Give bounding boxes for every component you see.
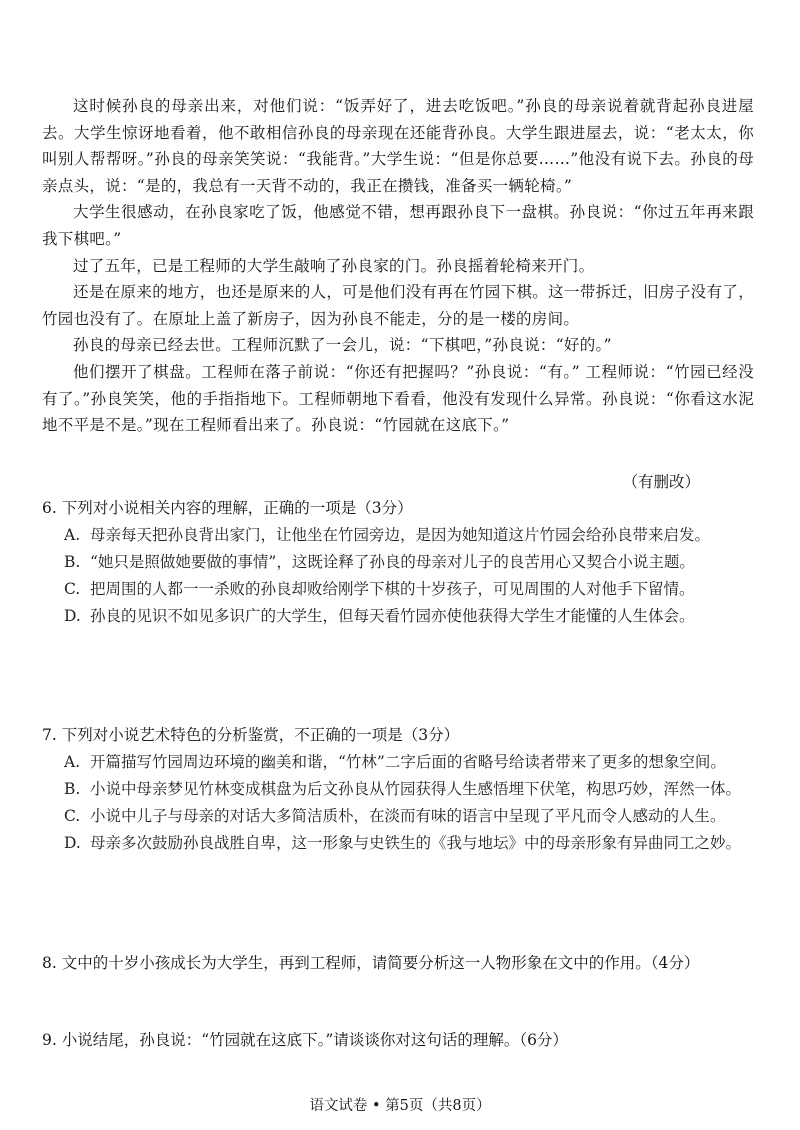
question-6-option-b: [64, 549, 754, 576]
question-7: [42, 722, 754, 857]
passage-paragraph-6: 他们摆开了棋盘。工程师在落子前说：“你还有把握吗？”孙良说：“有。” 工程师说：“竹园已经没有了。”孙良笑笑，他的手指指地下。工程师朝地下看看，他没有发现什么异常。孙良说：“你看这水泥地不平是不是。”现在工程师看出来了。孙良说：“竹园就在这底下。”: [42, 362, 754, 435]
option-label: A.: [64, 526, 81, 544]
reading-passage: [42, 93, 754, 439]
option-text: 孙良的见识不如见多识广的大学生，但每天看竹园亦使他获得大学生才能懂的人生体会。: [90, 607, 695, 625]
passage-paragraph-1: 这时候孙良的母亲出来，对他们说：“饭弄好了，进去吃饭吧。”孙良的母亲说着就背起孙良进屋去。大学生惊讶地看着，他不敢相信孙良的母亲现在还能背孙良。大学生跟进屋去，说：“老太太，你叫别人帮帮呀。”孙良的母亲笑笑说：“我能背。”大学生说：“但是你总要……”他没有说下去。孙良的母亲点头，说：“是的，我总有一天背不动的，我正在攒钱，准备买一辆轮椅。”: [42, 97, 754, 195]
option-text: 小说中母亲梦见竹林变成棋盘为后文孙良从竹园获得人生感悟埋下伏笔，构思巧妙，浑然一体。: [90, 780, 742, 798]
question-8: [42, 950, 754, 977]
question-6-option-d: [64, 603, 754, 630]
question-8-stem: 8. 文中的十岁小孩成长为大学生，再到工程师，请简要分析这一人物形象在文中的作用。（4分）: [42, 954, 700, 972]
question-6-option-a: [64, 522, 754, 549]
passage-paragraph-3: 过了五年，已是工程师的大学生敲响了孙良家的门。孙良摇着轮椅来开门。: [73, 256, 595, 275]
question-9-stem: 9. 小说结尾，孙良说：“竹园就在这底下。”请谈谈你对这句话的理解。（6分）: [42, 1031, 568, 1049]
question-6: [42, 495, 754, 630]
question-6-stem: 6. 下列对小说相关内容的理解，正确的一项是（3分）: [42, 499, 413, 517]
passage-paragraph-2: 大学生很感动，在孙良家吃了饭，他感觉不错，想再跟孙良下一盘棋。孙良说：“你过五年再来跟我下棋吧。”: [42, 203, 754, 248]
option-text: 把周围的人都一一杀败的孙良却败给刚学下棋的十岁孩子，可见周围的人对他手下留情。: [90, 580, 695, 598]
option-label: A.: [64, 753, 81, 771]
option-text: 小说中儿子与母亲的对话大多简洁质朴，在淡而有味的语言中呈现了平凡而令人感动的人生。: [90, 807, 726, 825]
option-text: 母亲每天把孙良背出家门，让他坐在竹园旁边，是因为她知道这片竹园会给孙良带来启发。: [90, 526, 711, 544]
option-label: D.: [64, 834, 81, 852]
option-label: B.: [64, 780, 81, 798]
question-7-option-a: [64, 749, 754, 776]
option-label: C.: [64, 807, 81, 825]
question-9: [42, 1027, 754, 1054]
option-label: D.: [64, 607, 81, 625]
question-7-stem: 7. 下列对小说艺术特色的分析鉴赏，不正确的一项是（3分）: [42, 726, 460, 744]
option-label: C.: [64, 580, 81, 598]
passage-paragraph-5: 孙良的母亲已经去世。工程师沉默了一会儿，说：“下棋吧，”孙良说：“好的。”: [73, 336, 612, 355]
question-6-option-c: [64, 576, 754, 603]
option-text: 开篇描写竹园周边环境的幽美和谐，“竹林”二字后面的省略号给读者带来了更多的想象空间。: [90, 753, 726, 771]
question-7-option-b: [64, 776, 754, 803]
question-7-option-c: [64, 803, 754, 830]
abridged-note: （有删改）: [622, 473, 700, 491]
option-text: 母亲多次鼓励孙良战胜自卑，这一形象与史铁生的《我与地坛》中的母亲形象有异曲同工之妙。: [90, 834, 742, 852]
question-7-option-d: [64, 830, 754, 857]
option-label: B.: [64, 553, 81, 571]
passage-paragraph-4: 还是在原来的地方，也还是原来的人，可是他们没有再在竹园下棋。这一带拆迁，旧房子没有了，竹园也没有了。在原址上盖了新房子，因为孙良不能走，分的是一楼的房间。: [42, 283, 754, 328]
option-text: “她只是照做她要做的事情”，这既诠释了孙良的母亲对儿子的良苦用心又契合小说主题。: [90, 553, 695, 571]
page-footer: 语文试卷 • 第5页（共8页）: [309, 1098, 491, 1114]
